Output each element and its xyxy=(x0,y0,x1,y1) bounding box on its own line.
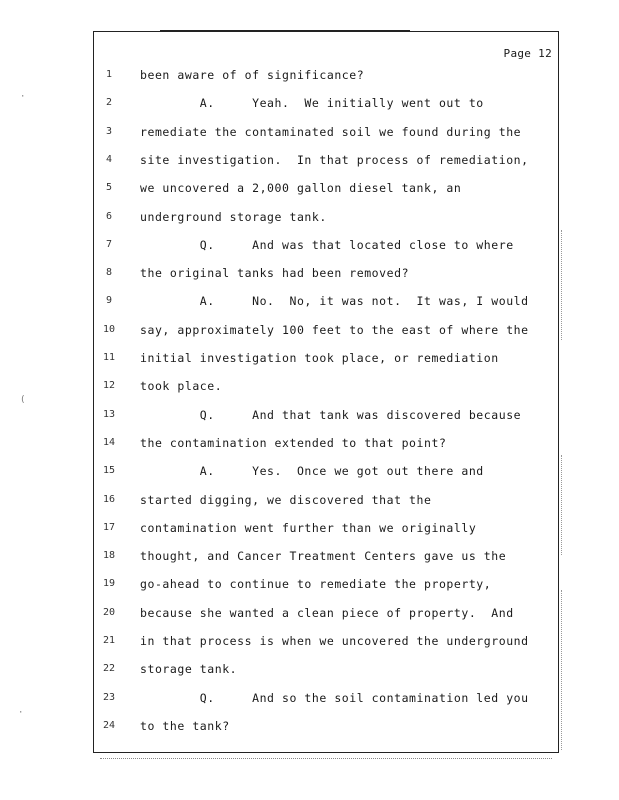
bottom-scan-strip xyxy=(100,758,552,760)
line-number: 20 xyxy=(102,607,116,618)
line-number: 22 xyxy=(102,663,116,674)
line-number: 23 xyxy=(102,692,116,703)
transcript-line: Q. And that tank was discovered because xyxy=(140,408,522,422)
transcript-line: Q. And was that located close to where xyxy=(140,238,514,252)
transcript-line: A. Yeah. We initially went out to xyxy=(140,96,484,110)
transcript-line: started digging, we discovered that the xyxy=(140,493,432,507)
transcript-line: contamination went further than we originally xyxy=(140,521,477,535)
line-number: 9 xyxy=(105,295,113,306)
line-number: 2 xyxy=(105,97,113,108)
line-number: 12 xyxy=(102,380,116,391)
scan-edge-marks xyxy=(561,455,564,555)
transcript-line: the contamination extended to that point? xyxy=(140,436,447,450)
transcript-page xyxy=(93,31,559,753)
line-number: 19 xyxy=(102,578,116,589)
scan-speck: · xyxy=(20,92,26,102)
line-number: 24 xyxy=(102,720,116,731)
transcript-line: say, approximately 100 feet to the east of where the xyxy=(140,323,529,337)
line-number: 8 xyxy=(105,267,113,278)
line-number: 15 xyxy=(102,465,116,476)
transcript-line: A. Yes. Once we got out there and xyxy=(140,464,484,478)
line-number: 1 xyxy=(105,69,113,80)
transcript-line: underground storage tank. xyxy=(140,210,327,224)
line-number: 16 xyxy=(102,494,116,505)
transcript-line: we uncovered a 2,000 gallon diesel tank, an xyxy=(140,181,462,195)
line-number: 18 xyxy=(102,550,116,561)
page-number: Page 12 xyxy=(503,47,552,60)
transcript-line: in that process is when we uncovered the underground xyxy=(140,634,529,648)
transcript-line: the original tanks had been removed? xyxy=(140,266,410,280)
transcript-line: took place. xyxy=(140,379,223,393)
transcript-line: initial investigation took place, or remediation xyxy=(140,351,499,365)
transcript-line: because she wanted a clean piece of property. And xyxy=(140,606,514,620)
line-number: 10 xyxy=(102,324,116,335)
transcript-line: been aware of of significance? xyxy=(140,68,365,82)
line-number: 5 xyxy=(105,182,113,193)
transcript-line: Q. And so the soil contamination led you xyxy=(140,691,529,705)
transcript-line: storage tank. xyxy=(140,662,238,676)
line-number: 14 xyxy=(102,437,116,448)
scan-edge-marks xyxy=(561,230,564,340)
line-number: 17 xyxy=(102,522,116,533)
line-number: 7 xyxy=(105,239,113,250)
transcript-line: go-ahead to continue to remediate the property, xyxy=(140,577,492,591)
scan-speck: · xyxy=(18,708,24,718)
scan-speck: ( xyxy=(20,395,26,405)
line-number: 6 xyxy=(105,211,113,222)
line-number: 4 xyxy=(105,154,113,165)
transcript-line: thought, and Cancer Treatment Centers gave us the xyxy=(140,549,507,563)
line-number: 3 xyxy=(105,126,113,137)
transcript-line: to the tank? xyxy=(140,719,230,733)
line-number: 13 xyxy=(102,409,116,420)
transcript-line: site investigation. In that process of remediation, xyxy=(140,153,529,167)
transcript-line: remediate the contaminated soil we found during the xyxy=(140,125,522,139)
line-number: 21 xyxy=(102,635,116,646)
transcript-line: A. No. No, it was not. It was, I would xyxy=(140,294,529,308)
line-number: 11 xyxy=(102,352,116,363)
scan-edge-marks xyxy=(561,590,564,750)
